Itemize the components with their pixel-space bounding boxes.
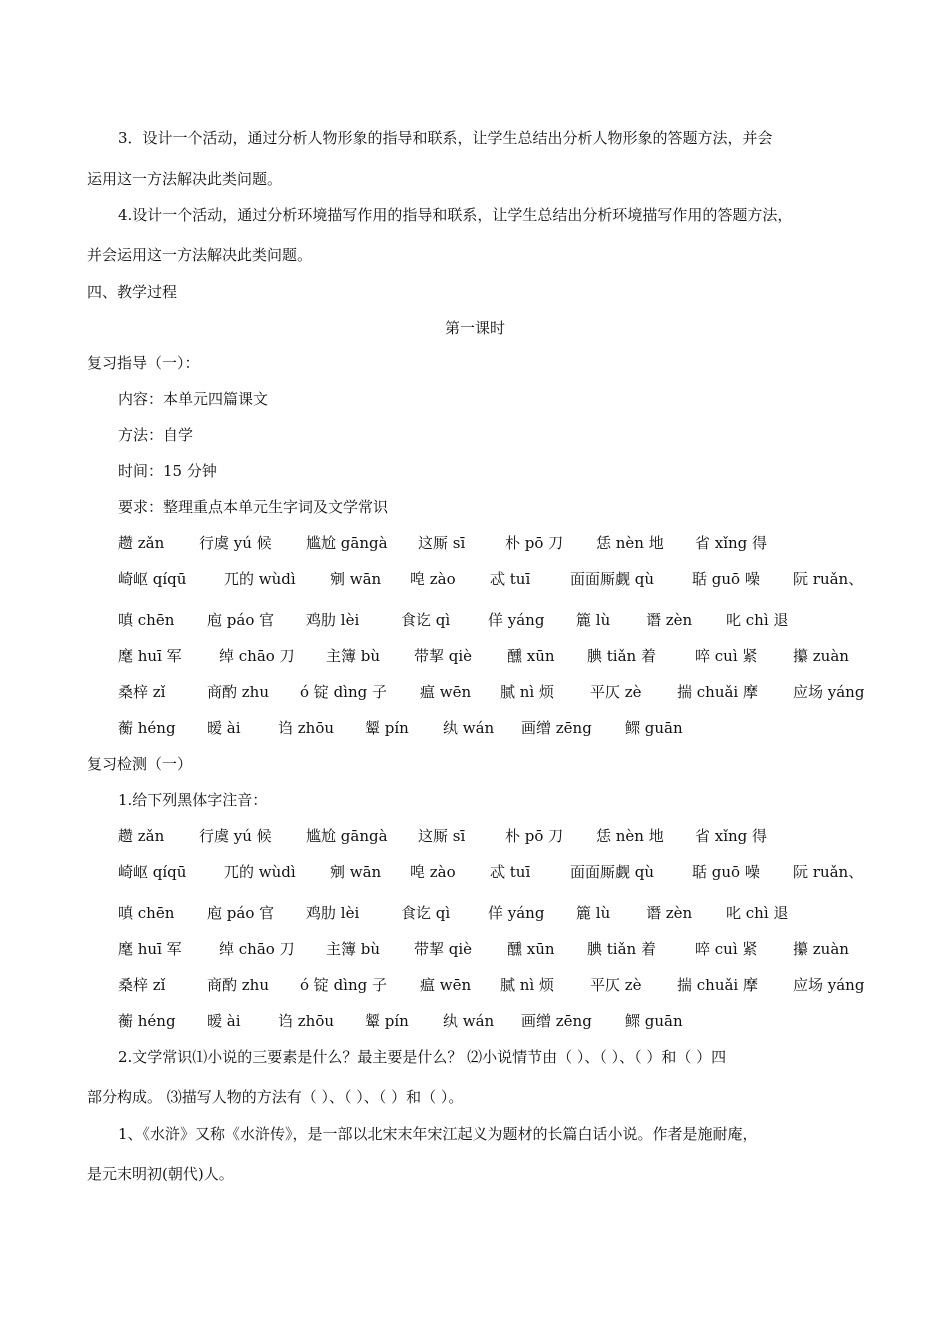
vocab-word: 应场 yáng bbox=[793, 683, 865, 701]
vocab-word: 商酌 zhu bbox=[207, 683, 269, 701]
vocab-word: 带挈 qiè bbox=[414, 940, 473, 958]
vocab-word: 鸡肋 lèi bbox=[306, 904, 360, 922]
review-guide-requirement: 要求：整理重点本单元生字词及文学常识 bbox=[118, 498, 389, 516]
vocab-word: 鳏 guān bbox=[625, 1012, 683, 1030]
review-test-q2-line1: 2.文学常识⑴小说的三要素是什么？最主要是什么？ ⑵小说情节由（ ）、（ ）、（ ）和（ ）四 bbox=[118, 1048, 727, 1066]
vocab-word: 尴尬 gāngà bbox=[306, 827, 388, 845]
vocab-word: 攥 zuàn bbox=[793, 647, 849, 665]
vocab-word: 桑梓 zǐ bbox=[118, 683, 166, 701]
para4-line2: 并会运用这一方法解决此类问题。 bbox=[87, 246, 313, 264]
vocab-word: 醺 xūn bbox=[507, 647, 555, 665]
review-guide-heading: 复习指导（一）： bbox=[87, 354, 200, 372]
vocab-word: 蘅 héng bbox=[118, 719, 176, 737]
vocab-word: 谮 zèn bbox=[646, 904, 693, 922]
vocab-word: 纨 wán bbox=[443, 1012, 495, 1030]
review-guide-time: 时间：15 分钟 bbox=[118, 462, 217, 480]
vocab-word: 平仄 zè bbox=[590, 683, 642, 701]
vocab-word: 崎岖 qíqū bbox=[118, 570, 187, 588]
vocab-word: 簏 lù bbox=[576, 611, 611, 629]
vocab-word: 面面厮觑 qù bbox=[570, 863, 655, 881]
vocab-word: 省 xǐng 得 bbox=[695, 534, 768, 552]
vocab-word: 阮 ruǎn、 bbox=[793, 570, 864, 588]
vocab-word: 兀的 wùdì bbox=[224, 570, 296, 588]
vocab-word: ó 锭 dìng 子 bbox=[300, 976, 387, 994]
vocab-word: ó 锭 dìng 子 bbox=[300, 683, 387, 701]
vocab-word: 唣 zào bbox=[410, 863, 456, 881]
vocab-word: 面面厮觑 qù bbox=[570, 570, 655, 588]
vocab-word: 唣 zào bbox=[410, 570, 456, 588]
vocab-word: 行虞 yú 候 bbox=[199, 534, 272, 552]
vocab-word: 这厮 sī bbox=[418, 534, 466, 552]
vocab-word: 忒 tuī bbox=[490, 570, 531, 588]
vocab-word: 绰 chāo 刀 bbox=[219, 940, 295, 958]
vocab-word: 颦 pín bbox=[365, 1012, 409, 1030]
vocab-word: 主簿 bù bbox=[326, 647, 381, 665]
para3-line2: 运用这一方法解决此类问题。 bbox=[87, 170, 283, 188]
note1-line2: 是元末明初(朝代)人。 bbox=[87, 1165, 234, 1183]
vocab-word: 趱 zǎn bbox=[118, 534, 165, 552]
vocab-word: 蘅 héng bbox=[118, 1012, 176, 1030]
vocab-word: 恁 nèn 地 bbox=[596, 827, 664, 845]
vocab-word: 叱 chì 退 bbox=[726, 611, 789, 629]
vocab-word: 庖 páo 官 bbox=[207, 611, 275, 629]
vocab-word: 剜 wān bbox=[330, 570, 382, 588]
review-test-q2-line2: 部分构成。 ⑶描写人物的方法有（ ）、（ ）、（ ）和（ ）。 bbox=[87, 1088, 464, 1106]
vocab-word: 腆 tiǎn 着 bbox=[587, 940, 656, 958]
vocab-word: 揣 chuǎi 摩 bbox=[677, 976, 758, 994]
vocab-word: 瘟 wēn bbox=[420, 683, 472, 701]
vocab-word: 恁 nèn 地 bbox=[596, 534, 664, 552]
vocab-word: 醺 xūn bbox=[507, 940, 555, 958]
vocab-word: 簏 lù bbox=[576, 904, 611, 922]
para4-line1: 4.设计一个活动，通过分析环境描写作用的指导和联系，让学生总结出分析环境描写作用的答题方法， bbox=[118, 206, 793, 224]
vocab-word: 应场 yáng bbox=[793, 976, 865, 994]
vocab-word: 商酌 zhu bbox=[207, 976, 269, 994]
vocab-word: 佯 yáng bbox=[488, 611, 545, 629]
vocab-word: 啐 cuì 紧 bbox=[695, 647, 758, 665]
vocab-word: 聒 guō 噪 bbox=[692, 863, 760, 881]
vocab-word: 庖 páo 官 bbox=[207, 904, 275, 922]
review-test-q1: 1.给下列黑体字注音： bbox=[118, 791, 268, 809]
review-test-heading: 复习检测（一） bbox=[87, 755, 193, 773]
vocab-word: 朴 pō 刀 bbox=[505, 534, 564, 552]
vocab-word: 朴 pō 刀 bbox=[505, 827, 564, 845]
vocab-word: 桑梓 zǐ bbox=[118, 976, 166, 994]
vocab-word: 行虞 yú 候 bbox=[199, 827, 272, 845]
vocab-word: 趱 zǎn bbox=[118, 827, 165, 845]
lesson-title: 第一课时 bbox=[444, 319, 505, 337]
vocab-word: 诌 zhōu bbox=[278, 719, 335, 737]
para3-line1: 3．设计一个活动，通过分析人物形象的指导和联系，让学生总结出分析人物形象的答题方法，并会 bbox=[118, 129, 773, 147]
vocab-word: 绰 chāo 刀 bbox=[219, 647, 295, 665]
note1-line1: 1、《水浒》又称《水浒传》，是一部以北宋末年宋江起义为题材的长篇白话小说。作者是施耐庵， bbox=[118, 1125, 758, 1143]
vocab-word: 暧 ài bbox=[207, 719, 241, 737]
vocab-word: 腻 nì 烦 bbox=[500, 976, 554, 994]
vocab-word: 平仄 zè bbox=[590, 976, 642, 994]
vocab-word: 暧 ài bbox=[207, 1012, 241, 1030]
vocab-word: 画缯 zēng bbox=[521, 1012, 592, 1030]
vocab-word: 忒 tuī bbox=[490, 863, 531, 881]
vocab-word: 省 xǐng 得 bbox=[695, 827, 768, 845]
vocab-word: 攥 zuàn bbox=[793, 940, 849, 958]
vocab-word: 剜 wān bbox=[330, 863, 382, 881]
vocab-word: 主簿 bù bbox=[326, 940, 381, 958]
vocab-word: 画缯 zēng bbox=[521, 719, 592, 737]
vocab-word: 麾 huī 军 bbox=[118, 647, 182, 665]
vocab-word: 嗔 chēn bbox=[118, 611, 175, 629]
vocab-word: 食讫 qì bbox=[401, 904, 451, 922]
vocab-word: 颦 pín bbox=[365, 719, 409, 737]
vocab-word: 腆 tiǎn 着 bbox=[587, 647, 656, 665]
review-guide-content: 内容：本单元四篇课文 bbox=[118, 390, 269, 408]
vocab-word: 食讫 qì bbox=[401, 611, 451, 629]
section-heading: 四、教学过程 bbox=[87, 283, 178, 301]
vocab-word: 阮 ruǎn、 bbox=[793, 863, 864, 881]
vocab-word: 尴尬 gāngà bbox=[306, 534, 388, 552]
review-guide-method: 方法：自学 bbox=[118, 426, 194, 444]
vocab-word: 纨 wán bbox=[443, 719, 495, 737]
vocab-word: 聒 guō 噪 bbox=[692, 570, 760, 588]
vocab-word: 啐 cuì 紧 bbox=[695, 940, 758, 958]
vocab-word: 麾 huī 军 bbox=[118, 940, 182, 958]
vocab-word: 崎岖 qíqū bbox=[118, 863, 187, 881]
vocab-word: 叱 chì 退 bbox=[726, 904, 789, 922]
vocab-word: 嗔 chēn bbox=[118, 904, 175, 922]
vocab-word: 揣 chuǎi 摩 bbox=[677, 683, 758, 701]
vocab-word: 佯 yáng bbox=[488, 904, 545, 922]
vocab-word: 谮 zèn bbox=[646, 611, 693, 629]
vocab-word: 瘟 wēn bbox=[420, 976, 472, 994]
vocab-word: 诌 zhōu bbox=[278, 1012, 335, 1030]
vocab-word: 带挈 qiè bbox=[414, 647, 473, 665]
vocab-word: 兀的 wùdì bbox=[224, 863, 296, 881]
vocab-word: 这厮 sī bbox=[418, 827, 466, 845]
vocab-word: 腻 nì 烦 bbox=[500, 683, 554, 701]
vocab-word: 鸡肋 lèi bbox=[306, 611, 360, 629]
vocab-word: 鳏 guān bbox=[625, 719, 683, 737]
